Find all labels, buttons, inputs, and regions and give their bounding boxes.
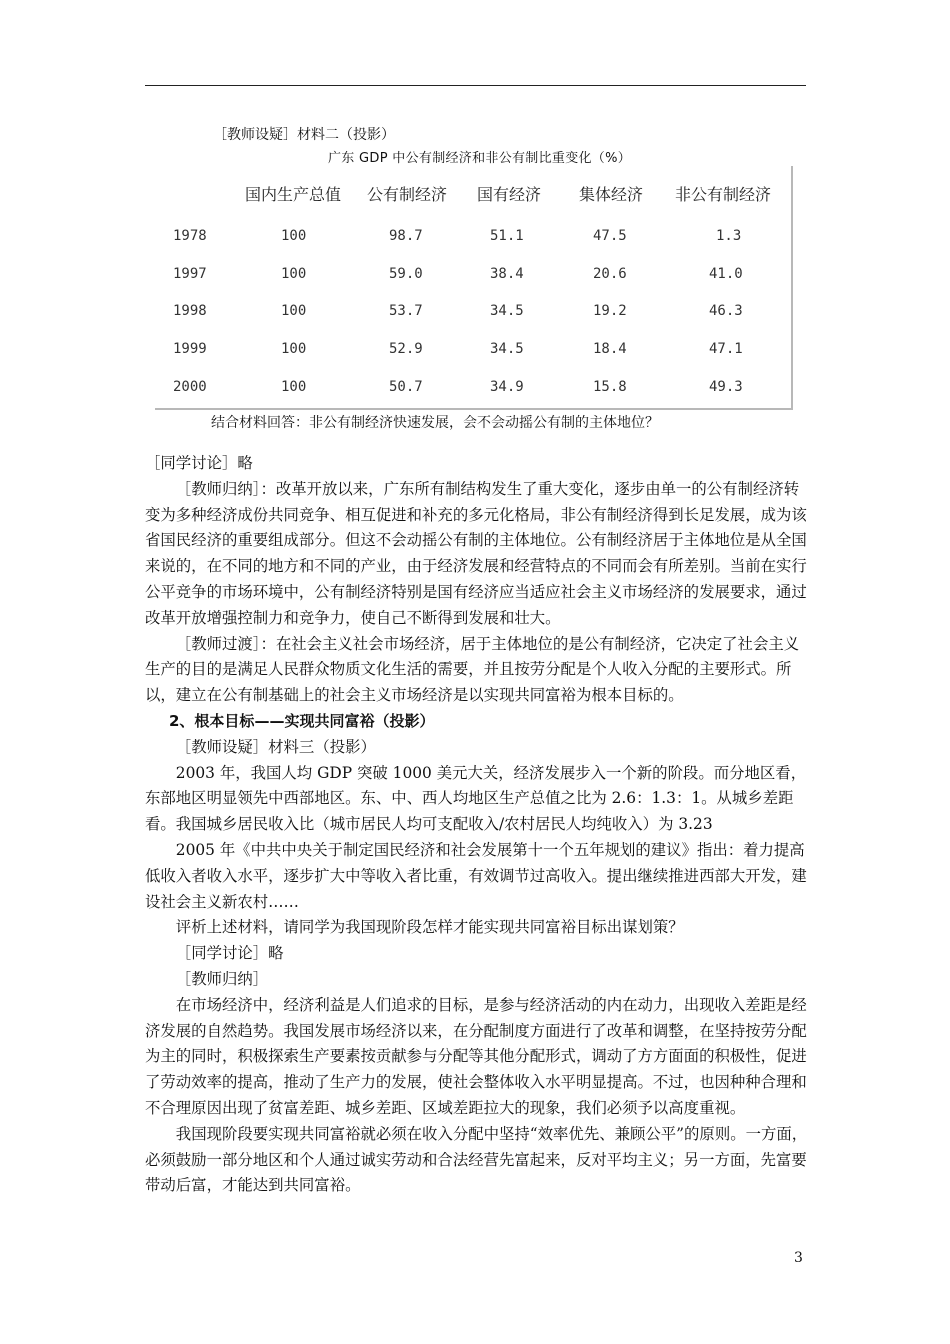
summary-paragraph-2: 我国现阶段要实现共同富裕就必须在收入分配中坚持“效率优先、兼顾公平”的原则。一方面，必须鼓励一部分地区和个人通过诚实劳动和合法经营先富起来，反对平均主义；另一方面，先富要带动后富，才能达到共同富裕。 [145,1124,808,1195]
teacher-summary-1: ［教师归纳］：改革开放以来，广东所有制结构发生了重大变化，逐步由单一的公有制经济转变为多种经济成份共同竞争、相互促进和补充的多元化格局，非公有制经济得到长足发展，成为该省国民经济的重要组成部分。但这不会动摇公有制的主体地位。公有制经济居于主体地位是从全国来说的，在不同的地方和不同的产业，由于经济发展和经营特点的不同而会有所差别。当前在实行公平竞争的市场环境中，公有制经济特别是国有经济应当适应社会主义市场经济的发展要求，通过改革开放增强控制力和竞争力，使自己不断得到发展和壮大。 [145,479,807,627]
year-cell: 1997 [173,266,207,282]
header-public: 公有制经济 [367,185,448,204]
year-cell: 2000 [173,379,207,395]
lesson-body [145,451,813,1199]
value-cell: 100 [281,379,307,395]
table-row [155,341,791,371]
value-cell: 15.8 [593,379,627,395]
value-cell: 19.2 [593,303,627,319]
table-row [155,266,791,296]
value-cell: 52.9 [389,341,423,357]
header-nonpublic: 非公有制经济 [675,185,772,204]
value-cell: 34.5 [490,341,524,357]
value-cell: 100 [281,228,307,244]
value-cell: 34.9 [490,379,524,395]
header-collective: 集体经济 [579,185,644,204]
table-row [155,379,791,409]
table-title: 广东 GDP 中公有制经济和非公有制比重变化（%） [328,151,632,166]
value-cell: 18.4 [593,341,627,357]
value-cell: 100 [281,341,307,357]
value-cell: 47.1 [709,341,743,357]
value-cell: 46.3 [709,303,743,319]
table-row [155,228,791,258]
material-three-caption: ［教师设疑］材料三（投影） [175,737,376,756]
value-cell: 100 [281,266,307,282]
gdp-ownership-table [155,166,793,410]
value-cell: 20.6 [593,266,627,282]
value-cell: 50.7 [389,379,423,395]
value-cell: 59.0 [389,266,423,282]
section-heading: 2、根本目标——实现共同富裕（投影） [169,711,435,730]
value-cell: 34.5 [490,303,524,319]
value-cell: 1.3 [716,228,742,244]
value-cell: 53.7 [389,303,423,319]
summary-paragraph-1: 在市场经济中，经济利益是人们追求的目标，是参与经济活动的内在动力，出现收入差距是经济发展的自然趋势。我国发展市场经济以来，在分配制度方面进行了改革和调整，在坚持按劳分配为主的同时，积极探索生产要素按贡献参与分配等其他分配形式，调动了方方面面的积极性，促进了劳动效率的提高，推动了生产力的发展，使社会整体收入水平明显提高。不过，也因种种合理和不合理原因出现了贫富差距、城乡差距、区域差距拉大的现象，我们必须予以高度重视。 [145,995,807,1117]
material-2003: 2003 年，我国人均 GDP 突破 1000 美元大关，经济发展步入一个新的阶段。而分地区看，东部地区明显领先中西部地区。东、中、西人均地区生产总值之比为 2.6：1.3：1。从城乡差距看。我国城乡居民收入比（城市居民人均可支配收入/农村居民人均纯收入）为 3.23 [145,763,807,834]
header-rule [145,85,806,86]
value-cell: 98.7 [389,228,423,244]
value-cell: 38.4 [490,266,524,282]
value-cell: 41.0 [709,266,743,282]
analysis-prompt: 评析上述材料，请同学为我国现阶段怎样才能实现共同富裕目标出谋划策？ [175,918,684,937]
year-cell: 1978 [173,228,207,244]
table-row [155,303,791,333]
value-cell: 100 [281,303,307,319]
material-2005: 2005 年《中共中央关于制定国民经济和社会发展第十一个五年规划的建议》指出：着力提高低收入者收入水平，逐步扩大中等收入者比重，有效调节过高收入。提出继续推进西部大开发，建设社会主义新农村…… [145,840,807,911]
student-discussion-1: ［同学讨论］略 [145,454,253,472]
value-cell: 51.1 [490,228,524,244]
header-gdp: 国内生产总值 [245,185,342,204]
teacher-summary-label: ［教师归纳］ [175,969,269,988]
material-two-caption: ［教师设疑］材料二（投影） [213,127,395,143]
header-state: 国有经济 [477,185,542,204]
student-discussion-2: ［同学讨论］略 [175,944,284,963]
discussion-question: 结合材料回答：非公有制经济快速发展，会不会动摇公有制的主体地位？ [211,415,659,431]
teacher-transition: ［教师过渡］：在社会主义社会市场经济，居于主体地位的是公有制经济，它决定了社会主义生产的目的是满足人民群众物质文化生活的需要，并且按劳分配是个人收入分配的主要形式。所以，建立在公有制基础上的社会主义市场经济是以实现共同富裕为根本目标的。 [145,634,800,705]
year-cell: 1999 [173,341,207,357]
value-cell: 49.3 [709,379,743,395]
value-cell: 47.5 [593,228,627,244]
page-number: 3 [794,1250,803,1266]
year-cell: 1998 [173,303,207,319]
